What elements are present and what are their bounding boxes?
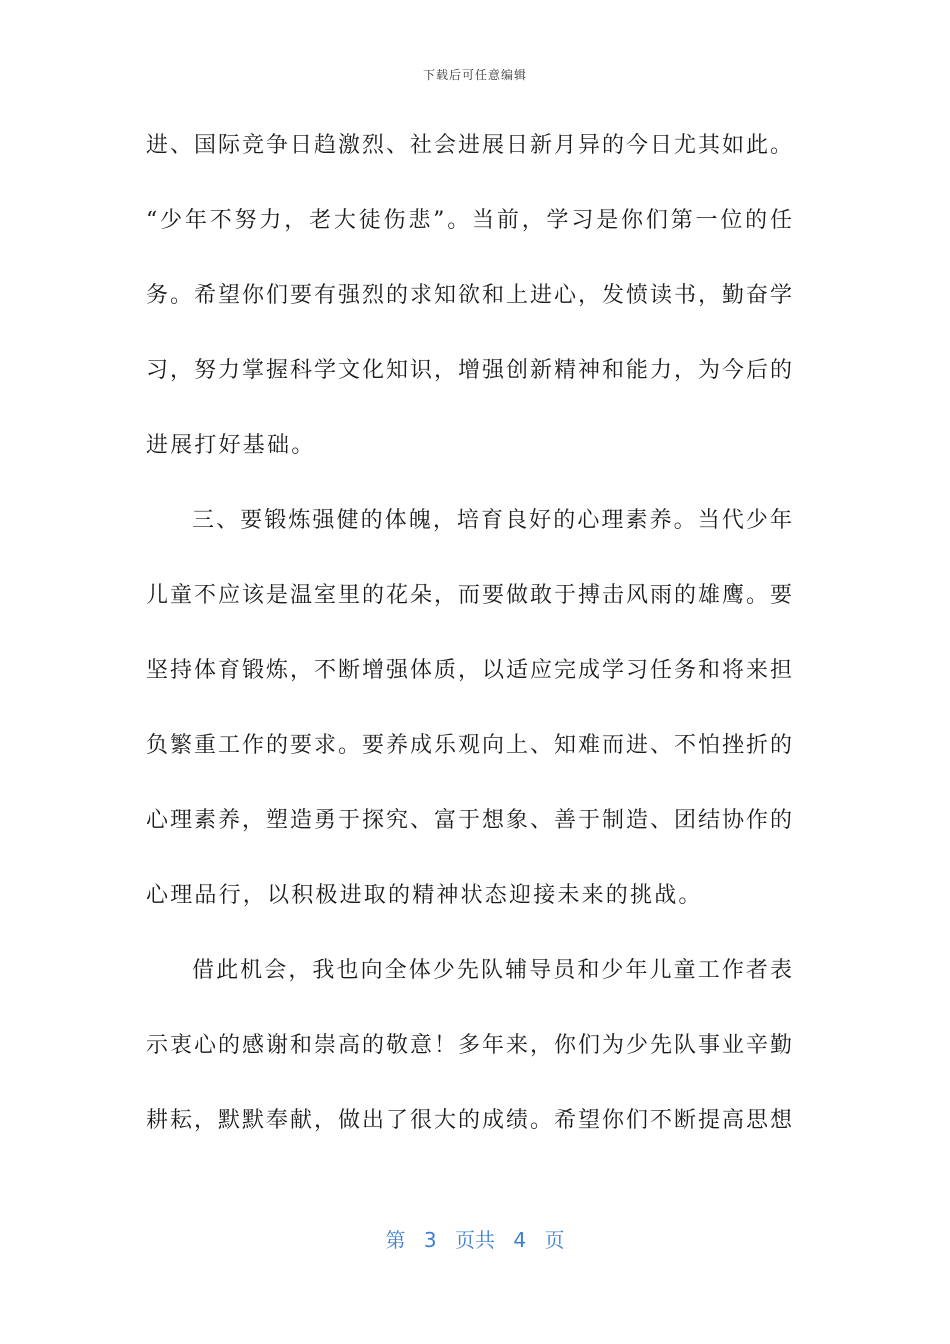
total-pages-number: 4 (513, 1228, 527, 1252)
text-line: 务。希望你们要有强烈的求知欲和上进心，发愤读书，勤奋学 (146, 283, 792, 308)
text-line: 心理品行，以积极进取的精神状态迎接未来的挑战。 (146, 883, 703, 908)
footer-suffix: 页 (544, 1228, 565, 1252)
text-line: 负繁重工作的要求。要养成乐观向上、知难而进、不怕挫折的 (146, 733, 792, 758)
page-footer (0, 1224, 950, 1253)
text-line: 坚持体育锻炼，不断增强体质，以适应完成学习任务和将来担 (146, 658, 792, 683)
text-line: 进、国际竞争日趋激烈、社会进展日新月异的今日尤其如此。 (146, 133, 792, 158)
text-line: 三、要锻炼强健的体魄，培育良好的心理素养。当代少年 (192, 508, 792, 533)
text-line: 耕耘，默默奉献，做出了很大的成绩。希望你们不断提高思想 (146, 1108, 792, 1133)
text-line: 示衷心的感谢和崇高的敬意！多年来，你们为少先队事业辛勤 (146, 1033, 792, 1058)
current-page-number: 3 (423, 1228, 437, 1252)
footer-middle: 页共 (455, 1228, 495, 1252)
footer-prefix: 第 (385, 1228, 406, 1252)
text-line: 心理素养，塑造勇于探究、富于想象、善于制造、团结协作的 (146, 808, 792, 833)
text-line: 儿童不应该是温室里的花朵，而要做敢于搏击风雨的雄鹰。要 (146, 583, 792, 608)
text-line: 进展打好基础。 (146, 433, 316, 458)
document-body (146, 118, 792, 1168)
text-line: 借此机会，我也向全体少先队辅导员和少年儿童工作者表 (192, 958, 792, 983)
page-header: 下载后可任意编辑 (422, 68, 527, 82)
text-line: “少年不努力，老大徒伤悲”。当前，学习是你们第一位的任 (146, 208, 792, 233)
text-line: 习，努力掌握科学文化知识，增强创新精神和能力，为今后的 (146, 358, 792, 383)
